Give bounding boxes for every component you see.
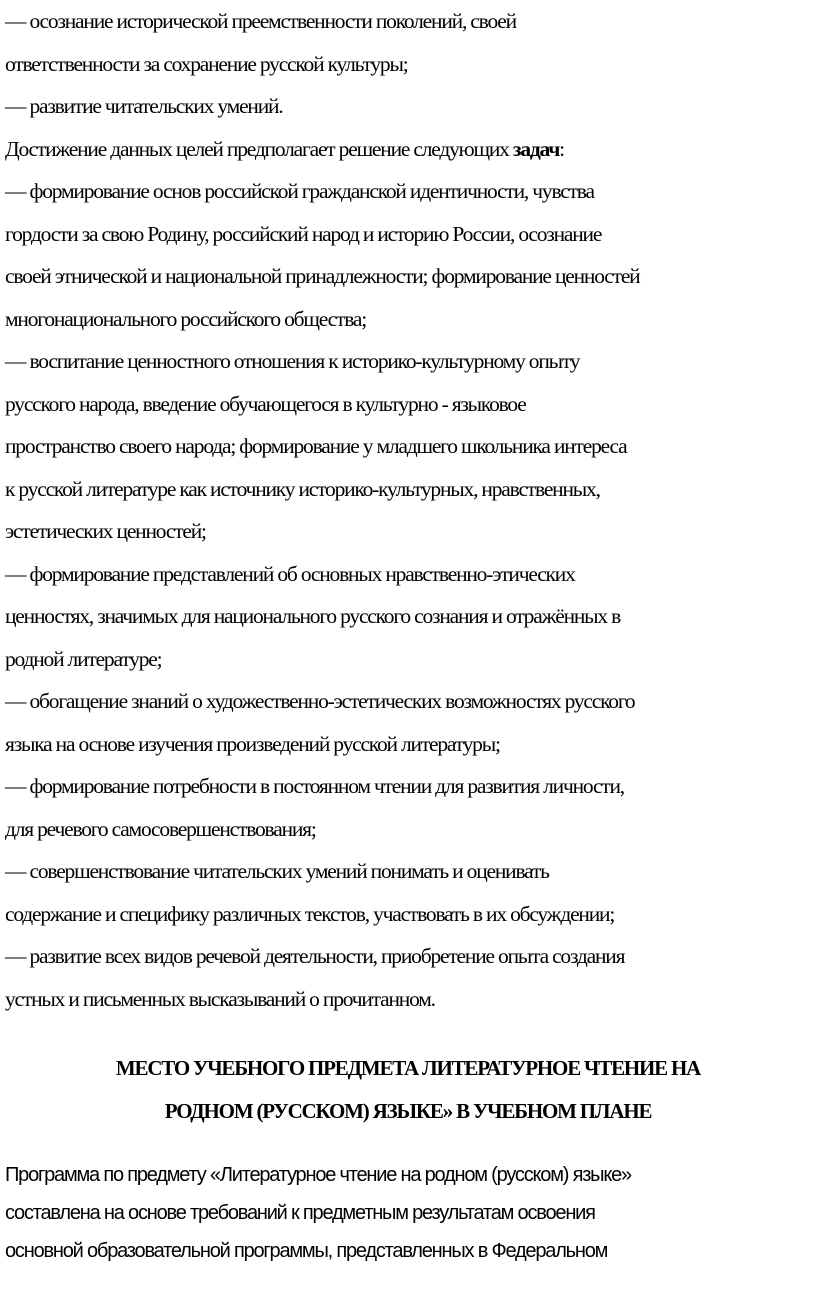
section-heading-line-1: МЕСТО УЧЕБНОГО ПРЕДМЕТА ЛИТЕРАТУРНОЕ ЧТЕНИЕ НА <box>115 1056 701 1080</box>
tasks-colon: : <box>559 136 564 161</box>
text-line: ценностях, значимых для национального русского сознания и отражённых в <box>5 604 621 628</box>
text-line: — обогащение знаний о художественно-эстетических возможностях русского <box>5 689 635 713</box>
tasks-intro-line <box>5 128 816 171</box>
text-line: составлена на основе требований к предметным результатам освоения <box>5 1202 595 1224</box>
text-line: Программа по предмету «Литературное чтение на родном (русском) языке» <box>5 1164 631 1186</box>
text-line: — развитие читательских умений. <box>5 94 283 118</box>
section-heading-line-2: РОДНОМ (РУССКОМ) ЯЗЫКЕ» В УЧЕБНОМ ПЛАНЕ <box>164 1099 652 1123</box>
text-line: русского народа, введение обучающегося в культурно - языковое <box>5 391 526 416</box>
text-line: — формирование потребности в постоянном чтении для развития личности, <box>5 774 624 798</box>
text-line: — формирование основ российской гражданской идентичности, чувства <box>5 179 594 203</box>
text-line: языка на основе изучения произведений русской литературы; <box>5 731 500 756</box>
goals-and-tasks-text <box>5 0 816 1020</box>
text-line: — осознание исторической преемственности поколений, своей <box>5 9 516 33</box>
text-line: к русской литературе как источнику историко-культурных, нравственных, <box>5 476 600 501</box>
text-line: ответственности за сохранение русской культуры; <box>5 51 408 76</box>
text-line: родной литературе; <box>5 646 162 671</box>
text-line: своей этнической и национальной принадлежности; формирование ценностей <box>5 264 640 288</box>
tasks-keyword: задач <box>512 136 560 161</box>
text-line: — формирование представлений об основных нравственно-этических <box>5 561 575 586</box>
program-description-text <box>5 1156 816 1270</box>
text-line: основной образовательной программы, представленных в Федеральном <box>5 1240 608 1262</box>
text-line: эстетических ценностей; <box>5 519 206 543</box>
text-line: гордости за свою Родину, российский народ и историю России, осознание <box>5 221 602 246</box>
text-line: пространство своего народа; формирование у младшего школьника интереса <box>5 434 627 458</box>
text-line: многонационального российского общества; <box>5 306 366 331</box>
text-line: для речевого самосовершенствования; <box>5 816 316 841</box>
tasks-intro-text: Достижение данных целей предполагает решение следующих <box>5 136 513 161</box>
text-line: устных и письменных высказываний о прочитанном. <box>5 986 435 1011</box>
text-line: — воспитание ценностного отношения к историко-культурному опыту <box>5 349 580 373</box>
text-line: — совершенствование читательских умений понимать и оценивать <box>5 859 549 883</box>
text-line: содержание и специфику различных текстов, участвовать в их обсуждении; <box>5 901 615 926</box>
text-line: — развитие всех видов речевой деятельности, приобретение опыта создания <box>5 944 625 968</box>
